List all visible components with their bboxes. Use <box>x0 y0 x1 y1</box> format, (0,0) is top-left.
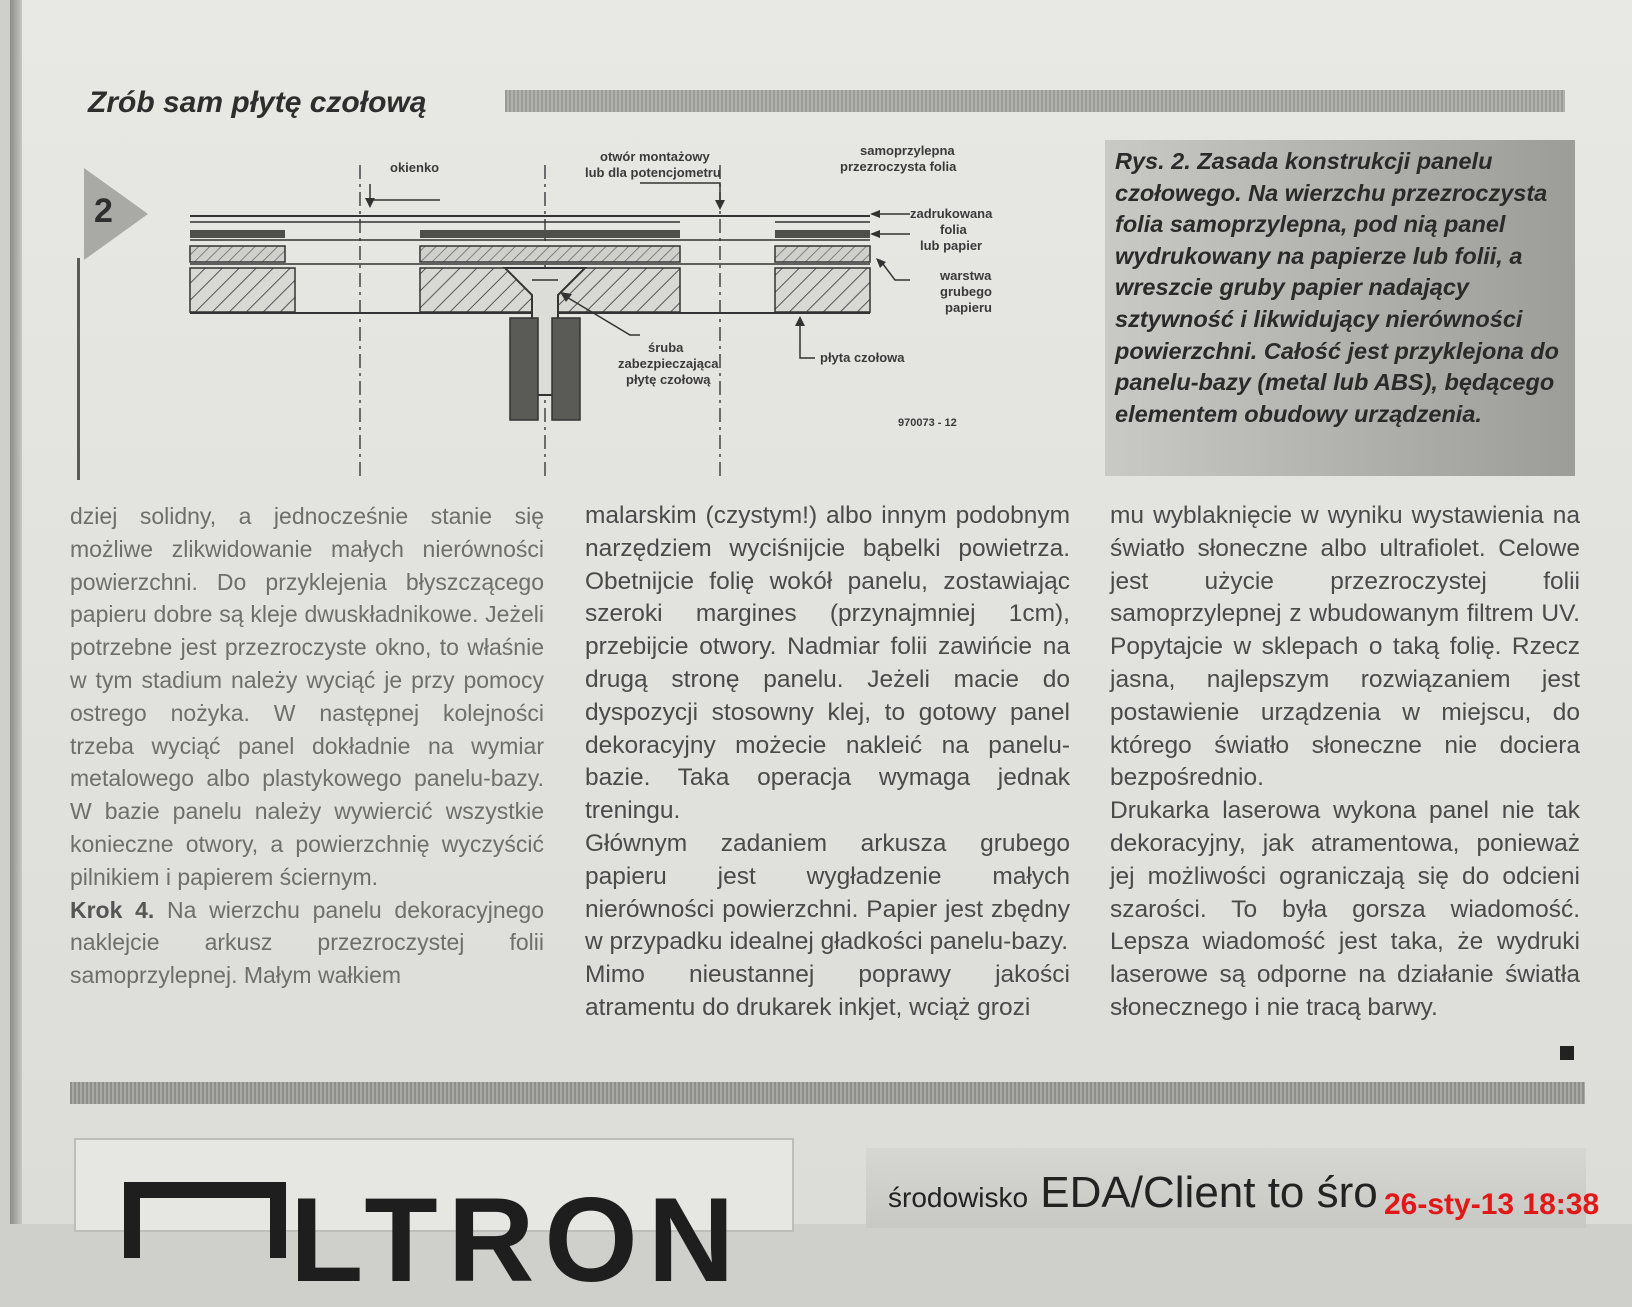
figure-code: 970073 - 12 <box>898 417 957 429</box>
label-warstwa-1: warstwa <box>940 268 992 283</box>
ad-logo-text: LTRON <box>290 1173 745 1307</box>
label-zadrukowana-3: lub papier <box>920 238 983 253</box>
text-column-3 <box>1110 500 1580 1025</box>
title-rule-bar <box>505 90 1565 112</box>
col1-paragraph: dziej solidny, a jednocześnie stanie się możliwe zlikwidowanie małych nierówności powierzchni. Do przyklejenia błyszczącego papieru dobre są kleje dwuskładnikowe. Jeżeli potrzebne jest przezroczyste okno, to właśnie w tym stadium należy wyciąć je przy pomocy ostrego nożyka. W następnej kolejności trzeba wyciąć panel dokładnie na wymiar metalowego albo plastykowego panelu-bazy. W bazie panelu należy wywiercić wszystkie konieczne otwory, a powierzchnię wyczyścić pilnikiem i papierem ściernym. <box>70 503 544 890</box>
col2-paragraph-2: Głównym zadaniem arkusza grubego papieru jest wygładzenie małych nierówności powierzchni. Papier jest zbędny w przypadku idealnej gładkości panelu-bazy. <box>585 829 1070 956</box>
label-sruba-2: zabezpieczająca <box>618 356 719 371</box>
col1-paragraph-2: Na wierzchu panelu dekoracyjnego naklejcie arkusz przezroczystej folii samoprzylepnej. Małym wałkiem <box>70 896 544 989</box>
text-column-1 <box>70 500 544 992</box>
label-sruba-3: płytę czołową <box>626 372 711 387</box>
figure-caption: Rys. 2. Zasada konstrukcji panelu czołowego. Na wierzchu przezroczysta folia samoprzylepna, pod nią panel wydrukowany na papierze lub folii, a wreszcie gruby papier nadający sztywność i likwidujący nierówności powierzchni. Całość jest przyklejona do panelu-bazy (metal lub ABS), będącego elementem obudowy urządzenia. <box>1105 140 1575 476</box>
ad-logo-mark <box>124 1182 286 1258</box>
bottom-rule-bar <box>70 1082 1585 1104</box>
label-zadrukowana-2: folia <box>940 222 967 237</box>
label-sruba-1: śruba <box>648 340 684 355</box>
camera-timestamp: 26-sty-13 18:38 <box>1384 1188 1600 1221</box>
label-samoprzylepna-2: przezroczysta folia <box>840 159 957 174</box>
label-otwor-2: lub dla potencjometru <box>585 165 721 180</box>
label-warstwa-2: grubego <box>940 284 992 299</box>
ad-right-prefix: środowisko <box>888 1182 1029 1213</box>
page-binding <box>10 0 22 1224</box>
label-zadrukowana-1: zadrukowana <box>910 206 993 221</box>
page-title: Zrób sam płytę czołową <box>88 86 427 119</box>
col3-paragraph-1: mu wyblaknięcie w wyniku wystawienia na światło słoneczne albo ultrafiolet. Celowe jest użycie przezroczystej folii samoprzylepnej z wbudowanym filtrem UV. Popytajcie w sklepach o taką folię. Rzecz jasna, najlepszym rozwiązaniem jest postawienie urządzenia w miejscu, do którego światło słoneczne nie dociera bezpośrednio. <box>1110 502 1580 792</box>
col3-paragraph-2: Drukarka laserowa wykona panel nie tak dekoracyjny, jak atramentowa, ponieważ jej możliwości ograniczają się do odcieni szarości. To była gorsza wiadomość. Lepsza wiadomość jest taka, że wydruki laserowe są odporne na działanie światła słonecznego i nie tracą barwy. <box>1110 797 1580 1021</box>
label-plyta-czolowa: płyta czołowa <box>820 350 905 365</box>
label-samoprzylepna-1: samoprzylepna <box>860 143 955 158</box>
label-okienko: okienko <box>390 160 440 175</box>
figure-number: 2 <box>94 192 113 230</box>
krok-4-label: Krok 4. <box>70 896 155 923</box>
ad-right-text: EDA/Client to śro <box>1040 1168 1378 1217</box>
article-end-mark <box>1560 1046 1574 1060</box>
label-otwor-1: otwór montażowy <box>600 149 710 164</box>
text-column-2 <box>585 500 1070 1025</box>
col2-paragraph-3: Mimo nieustannej poprawy jakości atramentu do drukarek inkjet, wciąż grozi <box>585 961 1070 1021</box>
panel-cross-section-diagram <box>180 140 1060 480</box>
label-warstwa-3: papieru <box>945 300 992 315</box>
ad-right-headline <box>888 1168 1378 1218</box>
col2-paragraph-1: malarskim (czystym!) albo innym podobnym narzędziem wyciśnijcie bąbelki powietrza. Obetnijcie folię wokół panelu, zostawiając szeroki margines (przynajmniej 1cm), przebijcie otwory. Nadmiar folii zawińcie na drugą stronę panelu. Jeżeli macie do dyspozycji stosowny klej, to gotowy panel dekoracyjny możecie nakleić na panelu-bazie. Taka operacja wymaga jednak treningu. <box>585 502 1070 825</box>
figure-side-rule <box>77 258 80 480</box>
